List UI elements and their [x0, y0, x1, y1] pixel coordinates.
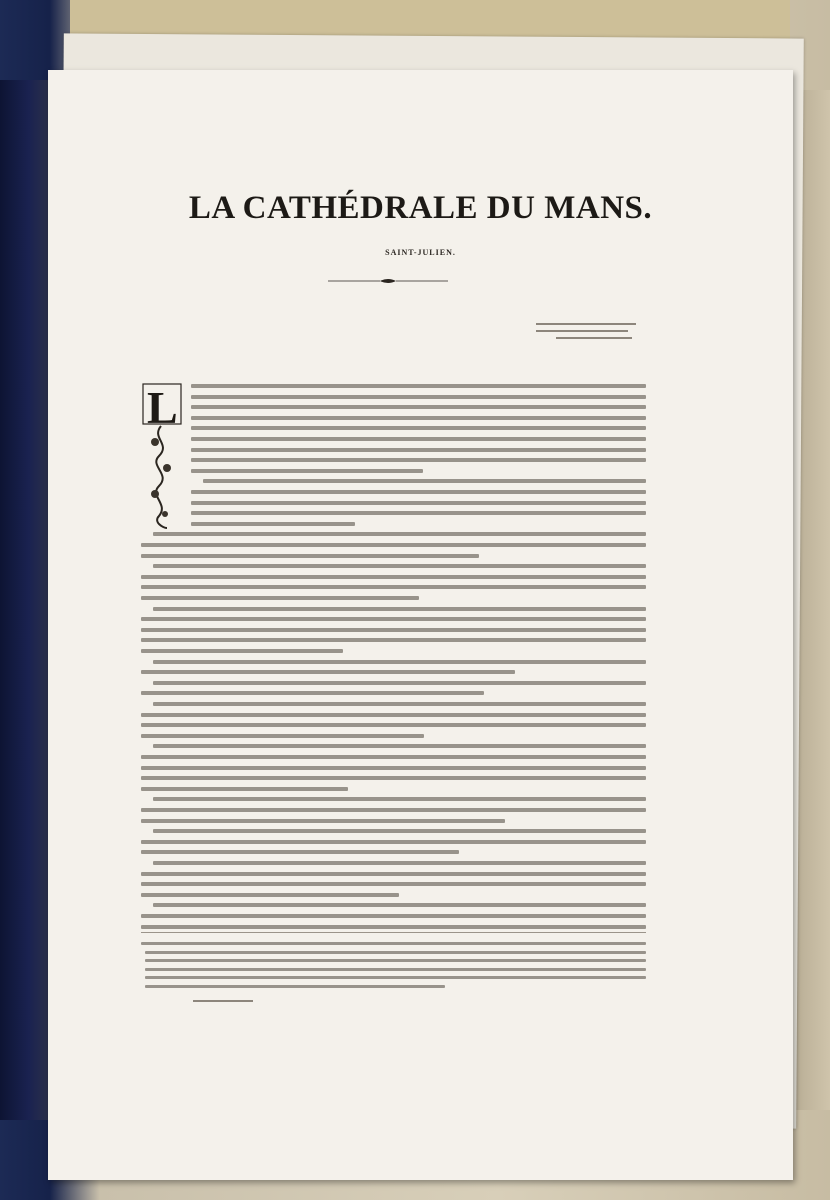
- text-line: [191, 416, 646, 420]
- text-line: [141, 596, 419, 600]
- text-line: [141, 734, 424, 738]
- footnote-line: [145, 951, 646, 954]
- text-line: [191, 384, 646, 388]
- text-line: [191, 426, 646, 430]
- text-line: [141, 723, 646, 727]
- margin-note: [536, 320, 646, 339]
- text-line: [191, 405, 646, 409]
- text-line: [153, 797, 646, 801]
- text-line: [141, 925, 646, 929]
- text-line: [153, 744, 646, 748]
- text-line: [191, 490, 646, 494]
- footer-caption: [193, 1000, 253, 1002]
- text-line: [141, 617, 646, 621]
- text-line: [153, 903, 646, 907]
- text-line: [141, 766, 646, 770]
- text-line: [153, 607, 646, 611]
- text-line: [141, 713, 646, 717]
- text-line: [191, 448, 646, 452]
- text-line: [141, 872, 646, 876]
- text-line: [141, 850, 459, 854]
- text-line: [191, 511, 646, 515]
- text-line: [141, 819, 505, 823]
- page-subtitle: SAINT-JULIEN.: [385, 248, 456, 257]
- text-line: [153, 681, 646, 685]
- text-line: [141, 787, 348, 791]
- text-line: [191, 501, 646, 505]
- text-line: [191, 437, 646, 441]
- text-line: [191, 522, 355, 526]
- title-ornament: [328, 277, 448, 285]
- text-line: [153, 660, 646, 664]
- text-line: [141, 649, 343, 653]
- footnote-text: [141, 940, 646, 992]
- footnote-line: [145, 985, 445, 988]
- footnote-line: [145, 968, 646, 971]
- text-line: [203, 479, 646, 483]
- text-line: [141, 840, 646, 844]
- text-line: [141, 893, 399, 897]
- text-line: [153, 861, 646, 865]
- binder-spine: [0, 80, 48, 1120]
- footnote-line: [141, 942, 646, 945]
- body-text-lines: [141, 382, 646, 982]
- page-title: LA CATHÉDRALE DU MANS.: [188, 190, 653, 226]
- text-line: [191, 469, 423, 473]
- text-line: [141, 776, 646, 780]
- document-page: [48, 70, 793, 1180]
- text-line: [153, 564, 646, 568]
- text-line: [141, 691, 484, 695]
- footnote-rule: [141, 932, 646, 933]
- text-line: [141, 808, 646, 812]
- text-line: [153, 829, 646, 833]
- article-body: [141, 382, 646, 982]
- text-line: [153, 702, 646, 706]
- text-line: [141, 585, 646, 589]
- text-line: [191, 395, 646, 399]
- text-line: [141, 670, 515, 674]
- text-line: [191, 458, 646, 462]
- text-line: [141, 638, 646, 642]
- footnote-line: [145, 959, 646, 962]
- footnote-line: [145, 976, 646, 979]
- text-line: [141, 882, 646, 886]
- text-line: [153, 532, 646, 536]
- text-line: [141, 628, 646, 632]
- text-line: [141, 554, 479, 558]
- text-line: [141, 543, 646, 547]
- text-line: [141, 575, 646, 579]
- text-line: [141, 914, 646, 918]
- dropcap-letter: L: [147, 382, 178, 433]
- text-line: [141, 755, 646, 759]
